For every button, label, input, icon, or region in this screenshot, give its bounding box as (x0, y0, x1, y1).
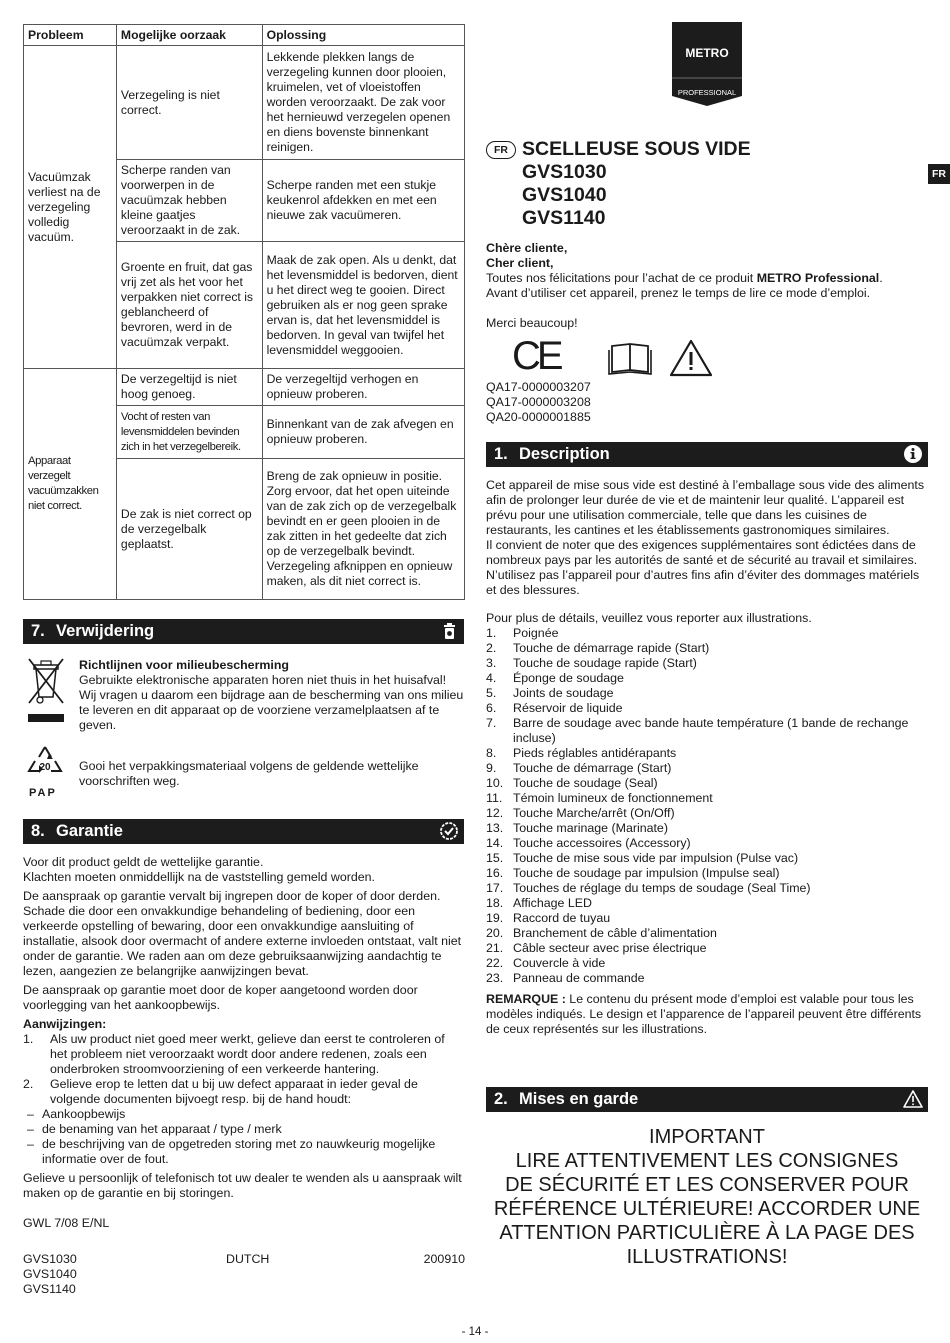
cause-cell: De zak is niet correct op de verzegelbalk geplaatst. (116, 459, 262, 600)
warranty-para: Klachten moeten onmiddellijk na de vaststelling gemeld worden. (23, 870, 375, 884)
list-item: 8. Pieds réglables antidérapants (486, 746, 677, 760)
solution-cell: De verzegeltijd verhogen en opnieuw proberen. (262, 369, 464, 406)
warranty-para: Gelieve u persoonlijk of telefonisch tot uw dealer te wenden als u aanspraak wilt maken op de garantie en bij storingen. (23, 1171, 462, 1200)
thanks-text: Merci beaucoup! (486, 316, 578, 330)
section-1-header (486, 442, 928, 467)
recycle-number: 20 (39, 762, 51, 773)
language-side-tab[interactable]: FR (928, 164, 950, 184)
solution-cell: Breng de zak opnieuw in positie. Zorg ervoor, dat het open uiteinde van de zak zich op de verzegelbalk bevindt en er geen plooien in de zak zitten in het gedeelte dat zich op de verzegelbalk bevindt. Verzegeling afknippen en opnieuw maken, als dit niet correct is. (262, 459, 464, 600)
problem-cell: Vacuümzak verliest na de verzegeling volledig vacuüm. (24, 46, 117, 369)
table-header-row (24, 25, 465, 46)
footer-code: 200910 (423, 1252, 465, 1266)
solution-cell: Binnenkant van de zak afvegen en opnieuw proberen. (262, 406, 464, 459)
page-number: - 14 - (461, 1326, 489, 1338)
warranty-seal-icon (439, 821, 459, 841)
list-item: 17. Touches de réglage du temps de soudage (Seal Time) (486, 881, 811, 895)
list-item: 3. Touche de soudage rapide (Start) (486, 656, 697, 670)
list-item: 12. Touche Marche/arrêt (On/Off) (486, 806, 675, 820)
list-item: 2. Touche de démarrage rapide (Start) (486, 641, 710, 655)
footer-model: GVS1040 (23, 1267, 77, 1281)
list-item: 22. Couvercle à vide (486, 956, 606, 970)
environment-heading: Richtlijnen voor milieubescherming (79, 658, 289, 672)
section-number: 8. (31, 822, 45, 840)
notes-list (23, 1032, 465, 1107)
cause-cell: De verzegeltijd is niet hoog genoeg. (116, 369, 262, 406)
recycle-code: PAP (29, 787, 57, 799)
list-item: 14. Touche accessoires (Accessory) (486, 836, 691, 850)
warranty-para: Voor dit product geldt de wettelijke garantie. (23, 855, 264, 869)
solution-cell: Maak de zak open. Als u denkt, dat het levensmiddel is bedorven, dient u het direct weg te gooien. Direct gebruiken als er nog geen sprake ervan is, dat het levensmiddel is bedorven. In geval van twijfel het levensmiddel weggooien. (262, 242, 464, 369)
product-title: SCELLEUSE SOUS VIDE (522, 138, 751, 160)
cause-cell: Scherpe randen van voorwerpen in de vacuümzak hebben kleine gaatjes veroorzaakt in de zak. (116, 160, 262, 242)
list-item: – de beschrijving van de opgetreden storing met zo nauwkeurig mogelijke informatie over de fout. (27, 1137, 436, 1166)
gwl-code: GWL 7/08 E/NL (23, 1216, 110, 1230)
cause-cell: Groente en fruit, dat gas vrij zet als het voor het verpakken niet correct is geblancheerd of bevroren, werd in de vacuümzak verpakt. (116, 242, 262, 369)
description-text (486, 478, 928, 1037)
section-title: Description (519, 445, 610, 463)
product-model: GVS1140 (522, 207, 606, 229)
list-item: 15. Touche de mise sous vide par impulsion (Pulse vac) (486, 851, 799, 865)
solution-cell: Lekkende plekken langs de verzegeling kunnen door plooien, kruimelen, vet of vloeistoffen worden veroorzaakt. De zak voor het hernieuwd verzegelen openen en diens bovenste binnenkant reinigen. (262, 46, 464, 160)
greeting: Cher client, (486, 256, 554, 270)
product-model: GVS1040 (522, 184, 607, 206)
cause-cell: Vocht of resten van levensmiddelen bevinden zich in het verzegelbereik. (116, 406, 262, 459)
header-solution: Oplossing (262, 25, 464, 46)
list-item: 20. Branchement de câble d’alimentation (486, 926, 717, 940)
troubleshooting-table (23, 24, 465, 600)
warranty-para: De aanspraak op garantie moet door de koper aangetoond worden door voorlegging van het aankoopbewijs. (23, 983, 418, 1012)
list-item: 18. Affichage LED (486, 896, 592, 910)
qa-code: QA17-0000003207 (486, 380, 591, 394)
header-problem: Probleem (24, 25, 117, 46)
greeting: Chère cliente, (486, 241, 568, 255)
list-item: 21. Câble secteur avec prise électrique (486, 941, 707, 955)
warning-icon (903, 1089, 923, 1109)
important-notice: IMPORTANT LIRE ATTENTIVEMENT LES CONSIGNES DE SÉCURITÉ ET LES CONSERVER POUR RÉFÉRENCE ULTÉRIEURE! ACCORDER UNE ATTENTION PARTICULIÈRE À LA PAGE DES ILLUSTRATIONS! (493, 1126, 921, 1268)
intro-block (486, 241, 928, 331)
intro-text: Avant d’utiliser cet appareil, prenez le temps de lire ce mode d’emploi. (486, 286, 871, 300)
list-item: 23. Panneau de commande (486, 971, 645, 985)
environment-text: Gebruikte elektronische apparaten horen niet thuis in het huisafval! Wij vragen u daarom een bijdrage aan de bescherming van ons milieu te leveren en dit apparaat op de voorziene verzamelplaatsen af te geven. (79, 673, 464, 732)
solution-cell: Scherpe randen met een stukje keukenrol afdekken en met een nieuwe zak vacuümeren. (262, 160, 464, 242)
warning-triangle-icon (668, 338, 714, 378)
section-number: 1. (494, 445, 508, 463)
metro-logo (672, 22, 742, 106)
notes-heading: Aanwijzingen: (23, 1017, 107, 1031)
packaging-text: Gooi het verpakkingsmateriaal volgens de geldende wettelijke voorschriften weg. (79, 759, 419, 788)
section-title: Verwijdering (56, 622, 155, 640)
list-item: 4. Éponge de soudage (486, 671, 624, 685)
list-item: 6. Réservoir de liquide (486, 701, 623, 715)
qa-code: QA17-0000003208 (486, 395, 591, 409)
list-item: 2. Gelieve erop te letten dat u bij uw defect apparaat in ieder geval de volgende documenten bijvoegt resp. bij de hand houdt: (23, 1077, 418, 1106)
table-row (24, 369, 465, 406)
list-item: 5. Joints de soudage (486, 686, 614, 700)
list-item: 7. Barre de soudage avec bande haute température (1 bande de rechange incluse) (486, 716, 909, 745)
description-para: N’utilisez pas l’appareil pour d’autres fins afin d’éviter des dommages matériels et des blessures. (486, 568, 920, 597)
section-8-header (23, 819, 464, 844)
footer-model: GVS1140 (23, 1282, 76, 1296)
description-para: Pour plus de détails, veuillez vous reporter aux illustrations. (486, 611, 812, 625)
header-cause: Mogelijke oorzaak (116, 25, 262, 46)
product-model: GVS1030 (522, 161, 607, 183)
list-item: 1. Als uw product niet goed meer werkt, gelieve dan eerst te controleren of het probleem niet veroorzaakt wordt door andere redenen, zoals een onderbroken stroomvoorziening of een verkeerde hantering. (23, 1032, 445, 1076)
problem-cell: Apparaat verzegelt vacuümzakken niet correct. (24, 369, 117, 600)
warranty-text (23, 855, 465, 1231)
list-item: 1. Poignée (486, 626, 559, 640)
logo-subtext: PROFESSIONAL (677, 88, 737, 97)
footer-model: GVS1030 (23, 1252, 77, 1266)
warranty-para: De aanspraak op garantie vervalt bij ingrepen door de koper of door derden. Schade die door een onvakkundige behandeling of bediening, door een verkeerde opstelling of bewaring, door een onvakkundige aansluiting of installatie, alsook door overmacht of andere externe invloeden ontstaat, valt niet onder de garantie. We raden aan om deze gebruiksaanwijzing aandachtig te lezen, aangezien ze belangrijke aanwijzingen bevat. (23, 889, 462, 978)
product-title-block (522, 138, 751, 230)
cause-cell: Verzegeling is niet correct. (116, 46, 262, 160)
read-manual-book-icon (608, 340, 652, 376)
qa-code: QA20-0000001885 (486, 410, 591, 424)
section-number: 2. (494, 1090, 508, 1108)
list-item: – de benaming van het apparaat / type / merk (27, 1122, 282, 1136)
list-item: 13. Touche marinage (Marinate) (486, 821, 668, 835)
logo-text: METRO (685, 46, 729, 60)
ce-mark: CE (512, 334, 560, 378)
footer-language: DUTCH (226, 1252, 270, 1266)
remark: REMARQUE : Le contenu du présent mode d’emploi est valable pour tous les modèles indiqués. Le design et l’apparence de l’appareil peuvent être différents de ceux représentés sur les illustrations. (486, 992, 922, 1036)
list-item: 10. Touche de soudage (Seal) (486, 776, 658, 790)
dash-list (23, 1107, 465, 1167)
intro-text: Toutes nos félicitations pour l’achat de ce produit METRO Professional. (486, 271, 883, 285)
section-2-header (486, 1087, 928, 1112)
list-item: 11. Témoin lumineux de fonctionnement (486, 791, 713, 805)
list-item: 16. Touche de soudage par impulsion (Impulse seal) (486, 866, 780, 880)
section-title: Mises en garde (519, 1090, 639, 1108)
left-footer (23, 1252, 465, 1297)
description-para: Cet appareil de mise sous vide est destiné à l’emballage sous vide des aliments afin de prolonger leur durée de vie et de maintenir leur qualité. L’appareil est prévu pour une utilisation commerciale, telle que dans les cuisines de restaurants, les cantines et les établissements gastronomiques similaires. (486, 478, 925, 537)
table-row (24, 46, 465, 160)
qa-codes (486, 380, 591, 425)
section-title: Garantie (56, 822, 123, 840)
weee-crossed-bin-icon (25, 657, 67, 723)
list-item: 19. Raccord de tuyau (486, 911, 611, 925)
recycle-bin-icon (439, 621, 459, 641)
environment-block (79, 658, 465, 733)
language-code-badge: FR (486, 141, 516, 159)
section-7-header (23, 619, 464, 644)
list-item: 9. Touche de démarrage (Start) (486, 761, 672, 775)
section-number: 7. (31, 622, 45, 640)
info-icon (903, 444, 923, 464)
parts-list (486, 626, 928, 986)
list-item: – Aankoopbewijs (27, 1107, 126, 1121)
description-para: Il convient de noter que des exigences supplémentaires sont édictées dans de nombreux pays par les autorités de santé et de sécurité au travail et similaires. (486, 538, 918, 567)
